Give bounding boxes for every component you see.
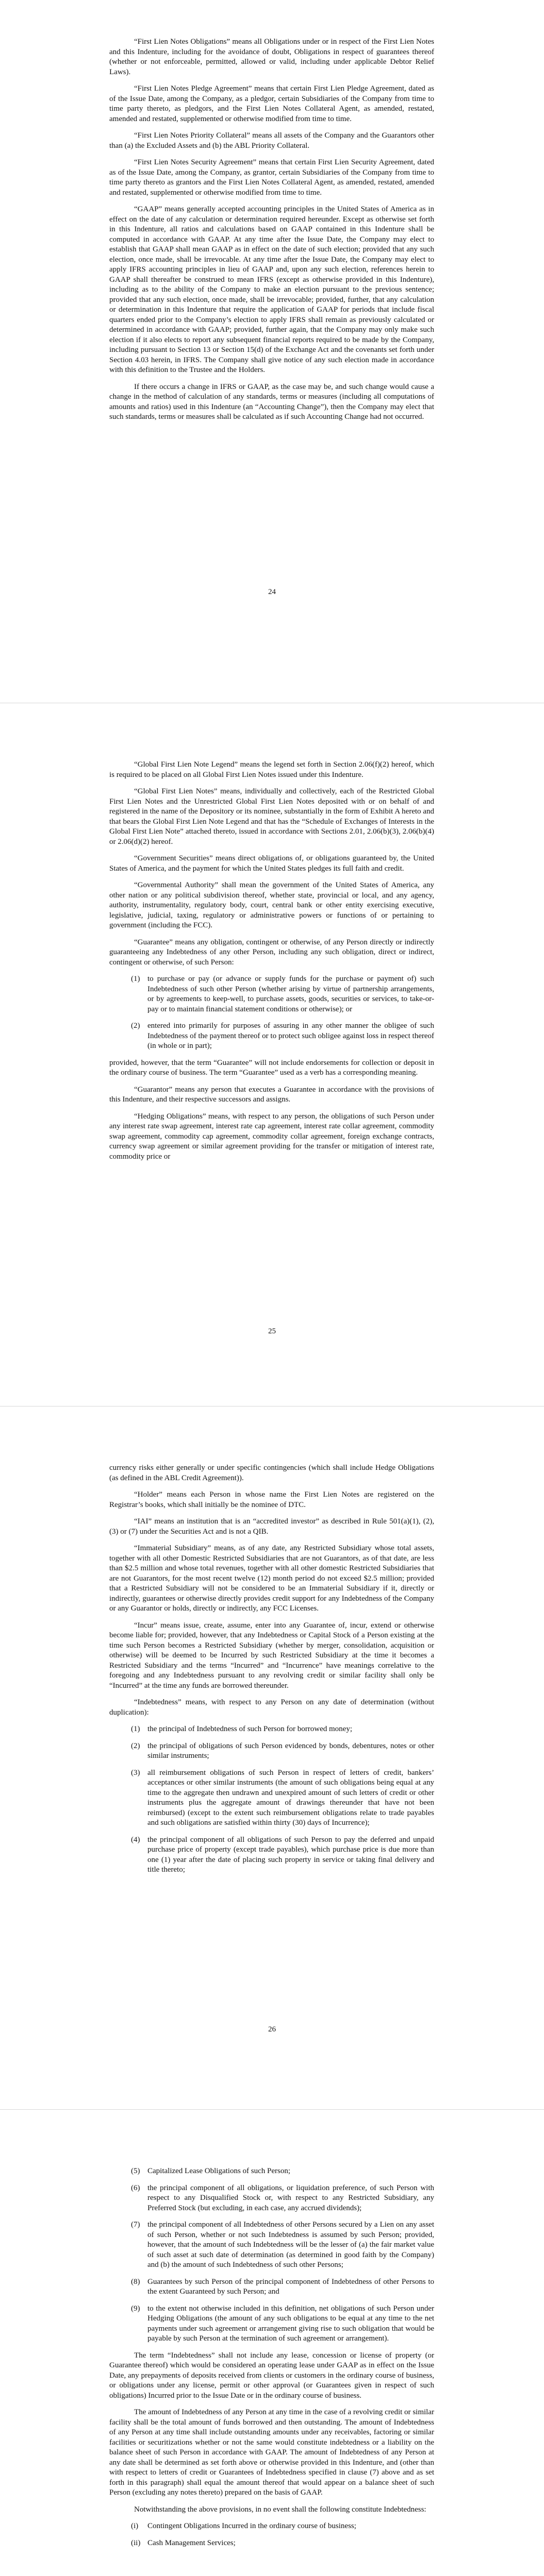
list-text: to the extent not otherwise included in this definition, net obligations of such Person under Hedging Obligations (the amount of any such obligations to be equal at any time to the net payments under such agreement or arrangement giving rise to such obligation that would be payable by such Person at the termination of such agreement or arrangement).	[147, 2304, 434, 2343]
definition-iai: “IAI” means an institution that is an “accredited investor” as described in Rule 501(a)(1), (2), (3) or (7) under the Securities Act and is not a QIB.	[109, 1517, 434, 1536]
definition-first-lien-notes-obligations: “First Lien Notes Obligations” means all Obligations under or in respect of the First Lien Notes and this Indenture, including for the avoidance of doubt, Obligations in respect of guarantees thereof (whether or not enforceable, permitted, allowed or valid, including under applicable Debtor Relief Laws).	[109, 38, 434, 76]
list-item	[109, 2166, 434, 2177]
list-item	[109, 1741, 434, 1761]
definition-incur: “Incur” means issue, create, assume, enter into any Guarantee of, incur, extend or otherwise become liable for; provided, however, that any Indebtedness or Capital Stock of a Person existing at the time such Person becomes a Restricted Subsidiary (whether by merger, consolidation, acquisition or otherwise) will be deemed to be Incurred by such Restricted Subsidiary at the time it becomes a Restricted Subsidiary and the terms “Incurred” and “Incurrence” have meanings correlative to the foregoing and any Indebtedness pursuant to any revolving credit or similar facility shall only be “Incurred” at the time any funds are borrowed thereunder.	[109, 1621, 434, 1690]
list-item	[109, 1835, 434, 1875]
definition-immaterial-subsidiary: “Immaterial Subsidiary” means, as of any date, any Restricted Subsidiary whose total assets, together with all other Domestic Restricted Subsidiaries that are not Guarantors, as of that date, are less than $2.5 million and whose total revenues, together with all other domestic Restricted Subsidiaries that are not Guarantors, for the most recent twelve (12) month period do not exceed $2.5 million; provided that a Restricted Subsidiary will not be considered to be an Immaterial Subsidiary if it, directly or indirectly, guarantees or otherwise directly provides credit support for any Indebtedness of the Company or any Guarantor or holds, directly or indirectly, any FCC Licenses.	[109, 1544, 434, 1613]
page-content	[109, 2166, 434, 2555]
list-number: (5)	[131, 2167, 140, 2175]
list-text: entered into primarily for purposes of assuring in any other manner the obligee of such Indebtedness of the payment thereof or to protect such obligee against loss in respect thereof (in whole or in part);	[147, 1022, 434, 1050]
page-content	[109, 1463, 434, 1882]
list-number: (ii)	[131, 2538, 141, 2547]
paragraph-hedging-continued: currency risks either generally or under specific contingencies (which shall include Hedge Obligations (as defined in the ABL Credit Agreement)).	[109, 1464, 434, 1482]
list-item	[109, 2521, 434, 2532]
list-number: (7)	[131, 2221, 140, 2229]
list-text: Capitalized Lease Obligations of such Person;	[147, 2167, 291, 2175]
definition-guarantor: “Guarantor” means any person that executes a Guarantee in accordance with the provisions of this Indenture, and their respective successors and assigns.	[109, 1085, 434, 1104]
list-text: all reimbursement obligations of such Person in respect of letters of credit, bankers’ acceptances or other similar instruments (the amount of such obligations being equal at any time to the aggregate then undrawn and unexpired amount of such letters of credit or other instruments plus the aggregate amount of drawings thereunder that have not been reimbursed) (except to the extent such reimbursement obligations relate to trade payables and such obligations are satisfied within thirty (30) days of Incurrence);	[147, 1768, 434, 1827]
list-text: the principal component of all obligations, or liquidation preference, of such Person with respect to any Disqualified Stock or, with respect to any Restricted Subsidiary, any Preferred Stock (but excluding, in each case, any accrued dividends);	[147, 2183, 434, 2212]
list-text: the principal of obligations of such Person evidenced by bonds, debentures, notes or other similar instruments;	[147, 1741, 434, 1760]
definition-gaap: “GAAP” means generally accepted accounting principles in the United States of America as in effect on the date of any calculation or determination required hereunder. Except as otherwise set forth in this Indenture, all ratios and calculations based on GAAP contained in this Indenture shall be computed in accordance with GAAP. At any time after the Issue Date, the Company may elect to establish that GAAP shall mean GAAP as in effect on the date of such election; provided that any such election, once made, shall be irrevocable. At any time after the Issue Date, the Company may elect to apply IFRS accounting principles in lieu of GAAP and, upon any such election, references herein to GAAP shall thereafter be construed to mean IFRS (except as otherwise provided in this Indenture), including as to the ability of the Company to make an election pursuant to the previous sentence; provided that any such election, once made, shall be irrevocable; provided, further, that any calculation or determination in this Indenture that require the application of GAAP for periods that include fiscal quarters ended prior to the Company’s election to apply IFRS shall remain as previously calculated or determined in accordance with GAAP; provided, further again, that the Company may only make such election if it also elects to report any subsequent financial reports required to be made by the Company, including pursuant to Section 13 or Section 15(d) of the Exchange Act and the covenants set forth under Section 4.03 herein, in IFRS. The Company shall give notice of any such election made in accordance with this definition to the Trustee and the Holders.	[109, 205, 434, 374]
definition-governmental-authority: “Governmental Authority” shall mean the government of the United States of America, any other nation or any political subdivision thereof, whether state, provincial or local, and any agency, authority, instrumentality, regulatory body, court, central bank or other entity exercising executive, legislative, judicial, taxing, regulatory or administrative powers or functions of or pertaining to government (including the FCC).	[109, 881, 434, 929]
list-number: (4)	[131, 1835, 140, 1844]
page-content	[109, 760, 434, 1168]
list-number: (6)	[131, 2183, 140, 2192]
paragraph-indebtedness-exclusions: The term “Indebtedness” shall not include any lease, concession or license of property (or Guarantee thereof) which would be considered an operating lease under GAAP as in effect on the Issue Date, any prepayments of deposits received from clients or customers in the ordinary course of business, or obligations under any license, permit or other approval (or Guarantees given in respect of such obligations) Incurred prior to the Issue Date or in the ordinary course of business.	[109, 2351, 434, 2400]
list-item	[109, 1768, 434, 1828]
paragraph-guarantee-proviso: provided, however, that the term “Guarantee” will not include endorsements for collection or deposit in the ordinary course of business. The term “Guarantee” used as a verb has a corresponding meaning.	[109, 1058, 434, 1077]
list-text: the principal of Indebtedness of such Person for borrowed money;	[147, 1725, 352, 1733]
list-number: (1)	[131, 1725, 140, 1733]
definition-hedging-obligations: “Hedging Obligations” means, with respect to any person, the obligations of such Person under any interest rate swap agreement, interest rate cap agreement, interest rate collar agreement, commodity swap agreement, commodity cap agreement, commodity collar agreement, foreign exchange contracts, currency swap agreement or similar agreement providing for the transfer or mitigation of interest rate, commodity price or	[109, 1112, 434, 1161]
list-item	[109, 974, 434, 1014]
page-25	[0, 703, 544, 1406]
definition-first-lien-notes-priority-collateral: “First Lien Notes Priority Collateral” means all assets of the Company and the Guarantors other than (a) the Excluded Assets and (b) the ABL Priority Collateral.	[109, 131, 434, 150]
list-item	[109, 1724, 434, 1735]
page-number: 26	[268, 2025, 276, 2033]
paragraph-notwithstanding: Notwithstanding the above provisions, in no event shall the following constitute Indebtedness:	[134, 2505, 426, 2514]
page-27	[0, 2110, 544, 2576]
page-number: 25	[268, 1327, 276, 1335]
list-text: Guarantees by such Person of the principal component of Indebtedness of other Persons to the extent Guaranteed by such Person; and	[147, 2277, 434, 2296]
definition-guarantee: “Guarantee” means any obligation, contingent or otherwise, of any Person directly or indirectly guaranteeing any Indebtedness of any other Person, including any such obligation, direct or indirect, contingent or otherwise, of such Person:	[109, 938, 434, 967]
list-number: (8)	[131, 2277, 140, 2286]
list-number: (3)	[131, 1768, 140, 1777]
page-26	[0, 1406, 544, 2110]
list-text: Cash Management Services;	[147, 2538, 236, 2547]
definition-global-first-lien-note-legend: “Global First Lien Note Legend” means the legend set forth in Section 2.06(f)(2) hereof, which is required to be placed on all Global First Lien Notes issued under this Indenture.	[109, 760, 434, 779]
list-item	[109, 1021, 434, 1052]
list-number: (2)	[131, 1741, 140, 1750]
list-item	[109, 2538, 434, 2549]
list-item	[109, 2304, 434, 2344]
list-item	[109, 2277, 434, 2297]
list-text: to purchase or pay (or advance or supply funds for the purchase or payment of) such Indebtedness of such other Person (whether arising by virtue of partnership arrangements, or by agreements to keep-well, to purchase assets, goods, securities or services, to take-or-pay or to maintain financial statement conditions or otherwise); or	[147, 975, 434, 1013]
list-number: (2)	[131, 1022, 140, 1030]
list-number: (1)	[131, 975, 140, 983]
definition-first-lien-notes-security-agreement: “First Lien Notes Security Agreement” means that certain First Lien Security Agreement, dated as of the Issue Date, among the Company, as grantor, certain Subsidiaries of the Company from time to time party thereto as grantors and the First Lien Notes Collateral Agent, as amended, restated, amended and restated, supplemented or otherwise modified from time to time.	[109, 158, 434, 197]
paragraph-accounting-change: If there occurs a change in IFRS or GAAP, as the case may be, and such change would cause a change in the method of calculation of any standards, terms or measures (including all computations of amounts and ratios) used in this Indenture (an “Accounting Change”), then the Company may elect that such standards, terms or measures shall be calculated as if such Accounting Change had not occurred.	[109, 382, 434, 421]
list-number: (9)	[131, 2304, 140, 2313]
list-item	[109, 2220, 434, 2270]
page-number: 24	[268, 588, 276, 596]
definition-first-lien-notes-pledge-agreement: “First Lien Notes Pledge Agreement” means that certain First Lien Pledge Agreement, dated as of the Issue Date, among the Company, as a pledgor, certain Subsidiaries of the Company from time to time party thereto, as pledgors, and the First Lien Notes Collateral Agent, as amended, restated, amended and restated, supplemented or otherwise modified from time to time.	[109, 84, 434, 123]
list-item	[109, 2183, 434, 2214]
definition-holder: “Holder” means each Person in whose name the First Lien Notes are registered on the Registrar’s books, which shall initially be the nominee of DTC.	[109, 1490, 434, 1509]
list-text: the principal component of all obligations of such Person to pay the deferred and unpaid purchase price of property (except trade payables), which purchase price is due more than one (1) year after the date of placing such property in service or taking final delivery and title thereto;	[147, 1835, 434, 1874]
list-text: Contingent Obligations Incurred in the ordinary course of business;	[147, 2522, 356, 2530]
definition-indebtedness: “Indebtedness” means, with respect to any Person on any date of determination (without duplication):	[109, 1698, 434, 1717]
page-content	[109, 37, 434, 429]
list-number: (i)	[131, 2522, 139, 2530]
definition-government-securities: “Government Securities” means direct obligations of, or obligations guaranteed by, the United States of America, and the payment for which the United States pledges its full faith and credit.	[109, 854, 434, 873]
page-24	[0, 0, 544, 703]
paragraph-indebtedness-amount: The amount of Indebtedness of any Person at any time in the case of a revolving credit or similar facility shall be the total amount of funds borrowed and then outstanding. The amount of Indebtedness of any Person at any time shall include outstanding amounts under any receivables, factoring or similar facilities or securitizations whether or not the same would constitute indebtedness or a liability on the balance sheet of such Person in accordance with GAAP. The amount of Indebtedness of any Person at any date shall be determined as set forth above or otherwise provided in this Indenture, and (other than with respect to letters of credit or Guarantees of Indebtedness specified in clause (7) above and as set forth in this paragraph) shall equal the amount thereof that would appear on a balance sheet of such Person (excluding any notes thereto) prepared on the basis of GAAP.	[109, 2408, 434, 2497]
definition-global-first-lien-notes: “Global First Lien Notes” means, individually and collectively, each of the Restricted Global First Lien Notes and the Unrestricted Global First Lien Notes deposited with or on behalf of and registered in the name of the Depository or its nominee, substantially in the form of Exhibit A hereto and that bears the Global First Lien Note Legend and that has the “Schedule of Exchanges of Interests in the Global First Lien Note” attached thereto, issued in accordance with Sections 2.01, 2.06(b)(3), 2.06(b)(4) or 2.06(d)(2) hereof.	[109, 787, 434, 846]
list-text: the principal component of all Indebtedness of other Persons secured by a Lien on any asset of such Person, whether or not such Indebtedness is assumed by such Person; provided, however, that the amount of such Indebtedness will be the lesser of (a) the fair market value of such asset at such date of determination (as determined in good faith by the Company) and (b) the amount of such Indebtedness of such other Persons;	[147, 2221, 434, 2269]
